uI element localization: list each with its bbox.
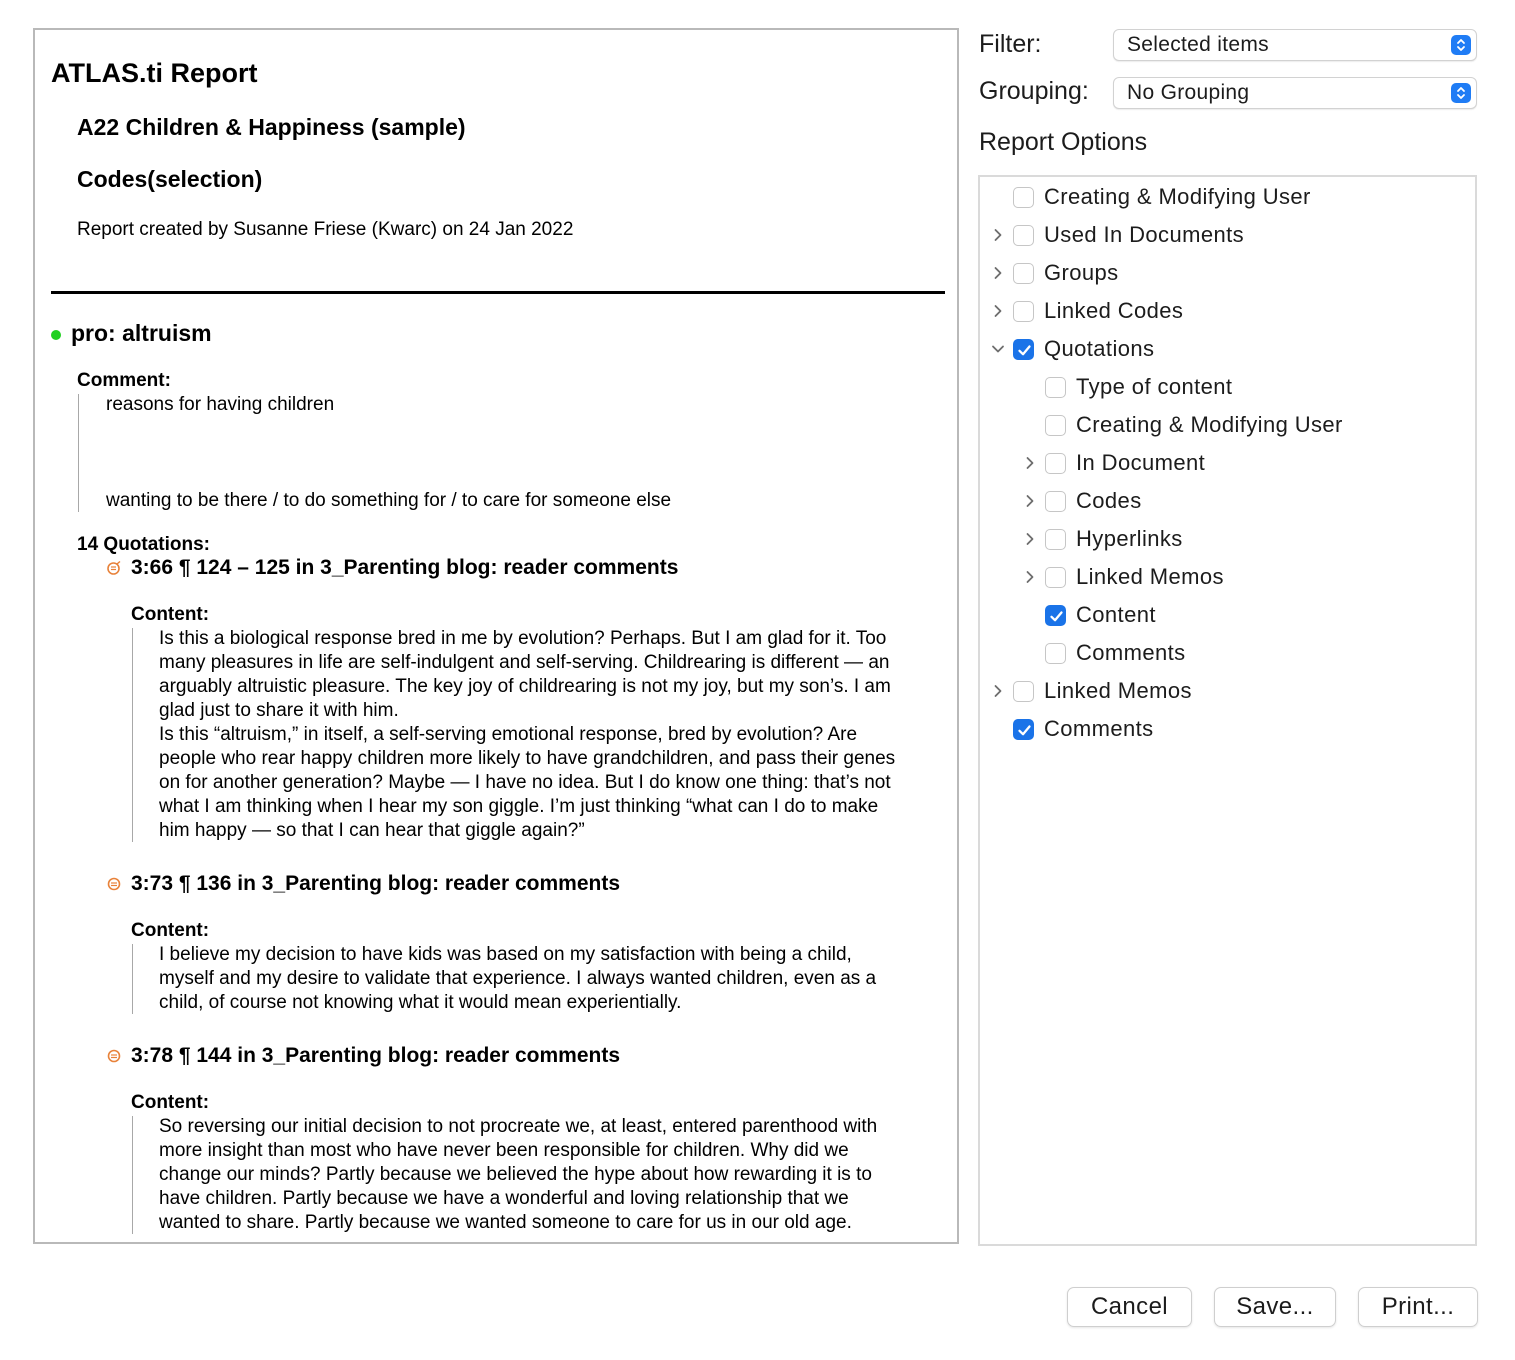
checkbox[interactable] [1045, 453, 1066, 474]
report-option-label: Linked Codes [1044, 298, 1184, 323]
content-label: Content: [131, 604, 210, 625]
chevron-right-icon[interactable] [1023, 456, 1037, 470]
content-bar [132, 944, 133, 1014]
filter-label: Filter: [979, 30, 1042, 58]
content-label: Content: [131, 920, 210, 941]
quotation-heading [107, 1044, 620, 1068]
content-label: Content: [131, 1092, 210, 1113]
content-line: many pleasures in life are self-indulgent and self-serving. Childrearing is different — an [159, 652, 890, 673]
checkbox-checked[interactable] [1013, 339, 1034, 360]
popup-stepper-icon [1451, 35, 1471, 55]
report-option-row[interactable] [1045, 523, 1183, 555]
content-line: people who rear happy children more likely to have grandchildren, and pass their genes [159, 748, 896, 769]
content-line: I believe my decision to have kids was based on my satisfaction with being a child, [159, 944, 852, 965]
divider [51, 291, 945, 294]
content-bar [132, 628, 133, 842]
save-button[interactable]: Save... [1214, 1287, 1336, 1327]
checkbox[interactable] [1013, 301, 1034, 322]
checkbox[interactable] [1045, 567, 1066, 588]
content-line: on for another generation? Maybe — I have no idea. But I do know one thing: that’s not [159, 772, 891, 793]
report-option-label: Used In Documents [1044, 222, 1244, 247]
chevron-right-icon[interactable] [991, 684, 1005, 698]
chevron-right-icon[interactable] [1023, 570, 1037, 584]
chevron-right-icon[interactable] [991, 304, 1005, 318]
content-line: have children. Partly because we have a wonderful and loving relationship that we [159, 1188, 849, 1209]
report-option-row[interactable] [1013, 295, 1183, 327]
report-option-row[interactable] [1013, 333, 1154, 365]
content-line: Is this a biological response bred in me by evolution? Perhaps. But I am glad for it. Too [159, 628, 887, 649]
report-preview[interactable] [33, 28, 959, 1244]
comment-label: Comment: [77, 370, 171, 391]
report-option-label: Content [1076, 602, 1156, 627]
content-line: Is this “altruism,” in itself, a self-serving emotional response, bred by evolution? Are [159, 724, 858, 745]
quotation-content [159, 943, 945, 1015]
quotation-content [159, 627, 945, 843]
content-bar [132, 1116, 133, 1234]
checkbox-checked[interactable] [1013, 719, 1034, 740]
content-line: what I am thinking when I hear my son giggle. I’m just thinking “what can I do to make [159, 796, 879, 817]
report-created-line: Report created by Susanne Friese (Kwarc) on 24 Jan 2022 [77, 219, 574, 240]
comment-line-1: reasons for having children [106, 394, 335, 415]
report-option-row[interactable] [1045, 447, 1205, 479]
report-option-row[interactable] [1045, 371, 1232, 403]
content-line: change our minds? Partly because we believed the hype about how rewarding it is to [159, 1164, 872, 1185]
chevron-down-icon[interactable] [991, 342, 1005, 356]
report-option-row[interactable] [1013, 219, 1244, 251]
report-options-title: Report Options [979, 128, 1148, 156]
report-option-label: Hyperlinks [1076, 526, 1183, 551]
code-color-dot-icon [51, 330, 61, 340]
comment-line-2: wanting to be there / to do something for / to care for someone else [106, 490, 672, 511]
content-line: So reversing our initial decision to not procreate we, at least, entered parenthood with [159, 1116, 878, 1137]
filter-popup[interactable] [1113, 29, 1477, 61]
quotation-icon [107, 1049, 121, 1063]
report-option-row[interactable] [1013, 713, 1154, 745]
checkbox[interactable] [1045, 643, 1066, 664]
content-line: glad just to share it with him. [159, 700, 399, 721]
checkbox[interactable] [1045, 529, 1066, 550]
quotation-title: 3:66 ¶ 124 – 125 in 3_Parenting blog: reader comments [131, 556, 679, 579]
quotation-icon [107, 877, 121, 891]
report-option-label: Codes [1076, 488, 1142, 513]
filter-popup-value: Selected items [1127, 33, 1269, 56]
report-option-row[interactable] [1045, 637, 1186, 669]
checkbox-checked[interactable] [1045, 605, 1066, 626]
quotation-title: 3:78 ¶ 144 in 3_Parenting blog: reader comments [131, 1044, 621, 1067]
checkbox[interactable] [1013, 187, 1034, 208]
report-option-label: In Document [1076, 450, 1206, 475]
report-option-label: Comments [1044, 716, 1154, 741]
report-option-row[interactable] [1045, 485, 1142, 517]
quotation-icon [107, 561, 121, 575]
chevron-right-icon[interactable] [1023, 494, 1037, 508]
report-option-row[interactable] [1013, 181, 1311, 213]
grouping-popup-value: No Grouping [1127, 81, 1250, 104]
popup-stepper-icon [1451, 83, 1471, 103]
project-name: A22 Children & Happiness (sample) [77, 114, 466, 140]
report-title: ATLAS.ti Report [51, 58, 258, 88]
checkbox[interactable] [1045, 491, 1066, 512]
report-option-row[interactable] [1013, 257, 1119, 289]
checkbox[interactable] [1013, 263, 1034, 284]
section-title: Codes(selection) [77, 166, 263, 192]
cancel-button[interactable]: Cancel [1067, 1287, 1192, 1327]
checkbox[interactable] [1045, 377, 1066, 398]
report-option-label: Type of content [1076, 374, 1233, 399]
checkbox[interactable] [1013, 681, 1034, 702]
print-button[interactable]: Print... [1358, 1287, 1478, 1327]
report-option-row[interactable] [1013, 675, 1192, 707]
content-line: him happy — so that I can hear that giggle again?” [159, 820, 585, 841]
checkbox[interactable] [1013, 225, 1034, 246]
report-option-row[interactable] [1045, 409, 1343, 441]
content-line: arguably altruistic pleasure. The key joy of childrearing is not my joy, but my son’s. I am [159, 676, 891, 697]
report-option-label: Linked Memos [1076, 564, 1224, 589]
report-option-label: Comments [1076, 640, 1186, 665]
report-option-row[interactable] [1045, 561, 1224, 593]
content-line: myself and my desire to validate that experience. I always wanted children, even as a [159, 968, 877, 989]
report-option-row[interactable] [1045, 599, 1156, 631]
report-option-label: Creating & Modifying User [1044, 184, 1311, 209]
chevron-right-icon[interactable] [991, 228, 1005, 242]
report-option-label: Linked Memos [1044, 678, 1192, 703]
quotations-count-label: 14 Quotations: [77, 534, 211, 555]
grouping-label: Grouping: [979, 77, 1089, 105]
quotation-heading [107, 872, 620, 896]
chevron-right-icon[interactable] [1023, 532, 1037, 546]
checkbox[interactable] [1045, 415, 1066, 436]
content-line: more insight than most who have never been responsible for children. Why did we [159, 1140, 849, 1161]
grouping-popup[interactable] [1113, 77, 1477, 109]
quotation-title: 3:73 ¶ 136 in 3_Parenting blog: reader comments [131, 872, 621, 895]
code-name: pro: altruism [71, 320, 212, 346]
chevron-right-icon[interactable] [991, 266, 1005, 280]
content-line: wanted to share. Partly because we wanted someone to care for us in our old age. [159, 1212, 852, 1233]
quotation-heading [107, 556, 678, 580]
report-option-label: Creating & Modifying User [1076, 412, 1343, 437]
code-heading [51, 320, 212, 347]
report-option-label: Groups [1044, 260, 1119, 285]
quotation-content [159, 1115, 945, 1235]
report-option-label: Quotations [1044, 336, 1155, 361]
content-line: child, of course not knowing what it would mean experientially. [159, 992, 682, 1013]
comment-bar [78, 394, 79, 512]
